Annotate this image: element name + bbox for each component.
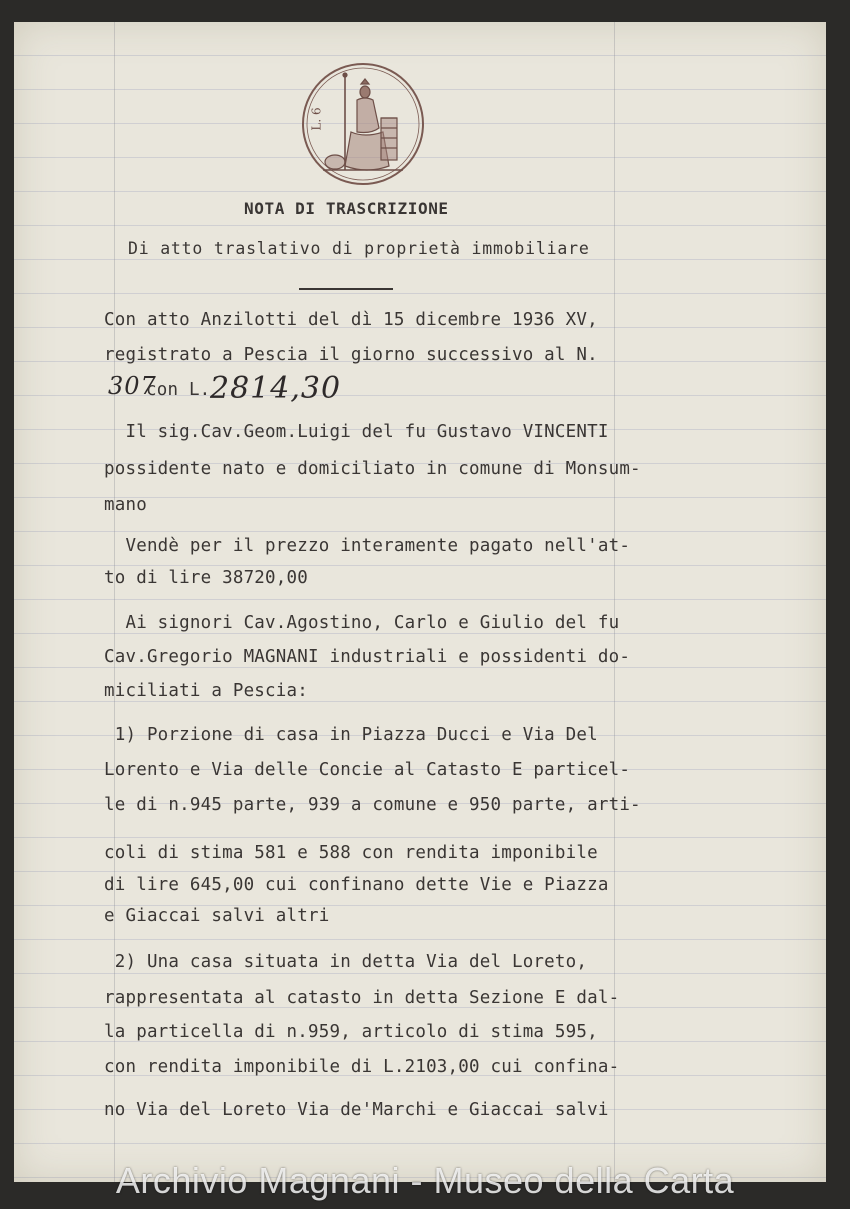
body-line-20: la particella di n.959, articolo di stima 595,	[104, 1022, 598, 1042]
handwritten-amount: 2814,30	[210, 371, 342, 406]
body-line-18: 2) Una casa situata in detta Via del Loreto,	[104, 952, 588, 972]
body-line-19: rappresentata al catasto in detta Sezione E dal-	[104, 988, 620, 1008]
body-line-4: Il sig.Cav.Geom.Luigi del fu Gustavo VINCENTI	[104, 422, 609, 442]
body-line-17: e Giaccai salvi altri	[104, 906, 330, 926]
body-line-2: registrato a Pescia il giorno successivo al N.	[104, 345, 598, 365]
body-line-1: Con atto Anzilotti del dì 15 dicembre 1936 XV,	[104, 310, 598, 330]
handwritten-number: 307	[108, 372, 157, 400]
archive-watermark: Archivio Magnani - Museo della Carta	[115, 1160, 735, 1201]
body-line-16: di lire 645,00 cui confinano dette Vie e Piazza	[104, 875, 609, 895]
body-line-22: no Via del Loreto Via de'Marchi e Giaccai salvi	[104, 1100, 609, 1120]
right-margin-line	[614, 22, 615, 1182]
document-page	[14, 22, 826, 1182]
body-line-7: Vendè per il prezzo interamente pagato nell'at-	[104, 536, 631, 556]
body-line-12: 1) Porzione di casa in Piazza Ducci e Via Del	[104, 725, 598, 745]
title-underline	[299, 288, 393, 290]
document-subtitle: Di atto traslativo di proprietà immobiliare	[128, 239, 590, 258]
body-line-5: possidente nato e domiciliato in comune di Monsum-	[104, 459, 641, 479]
body-line-8: to di lire 38720,00	[104, 568, 308, 588]
body-line-10: Cav.Gregorio MAGNANI industriali e possidenti do-	[104, 647, 631, 667]
seal-label: L. 6	[309, 107, 324, 131]
body-line-13: Lorento e Via delle Concie al Catasto E particel-	[104, 760, 631, 780]
revenue-stamp-seal	[301, 62, 425, 186]
body-line-11: miciliati a Pescia:	[104, 681, 308, 701]
body-line-15: coli di stima 581 e 588 con rendita imponibile	[104, 843, 598, 863]
body-line-14: le di n.945 parte, 939 a comune e 950 parte, arti-	[104, 795, 641, 815]
body-line-6: mano	[104, 495, 147, 515]
body-line-9: Ai signori Cav.Agostino, Carlo e Giulio del fu	[104, 613, 620, 633]
body-line-21: con rendita imponibile di L.2103,00 cui confina-	[104, 1057, 620, 1077]
document-title: NOTA DI TRASCRIZIONE	[244, 199, 449, 218]
left-margin-line	[114, 22, 115, 1182]
body-line-3: con L.	[146, 380, 211, 400]
